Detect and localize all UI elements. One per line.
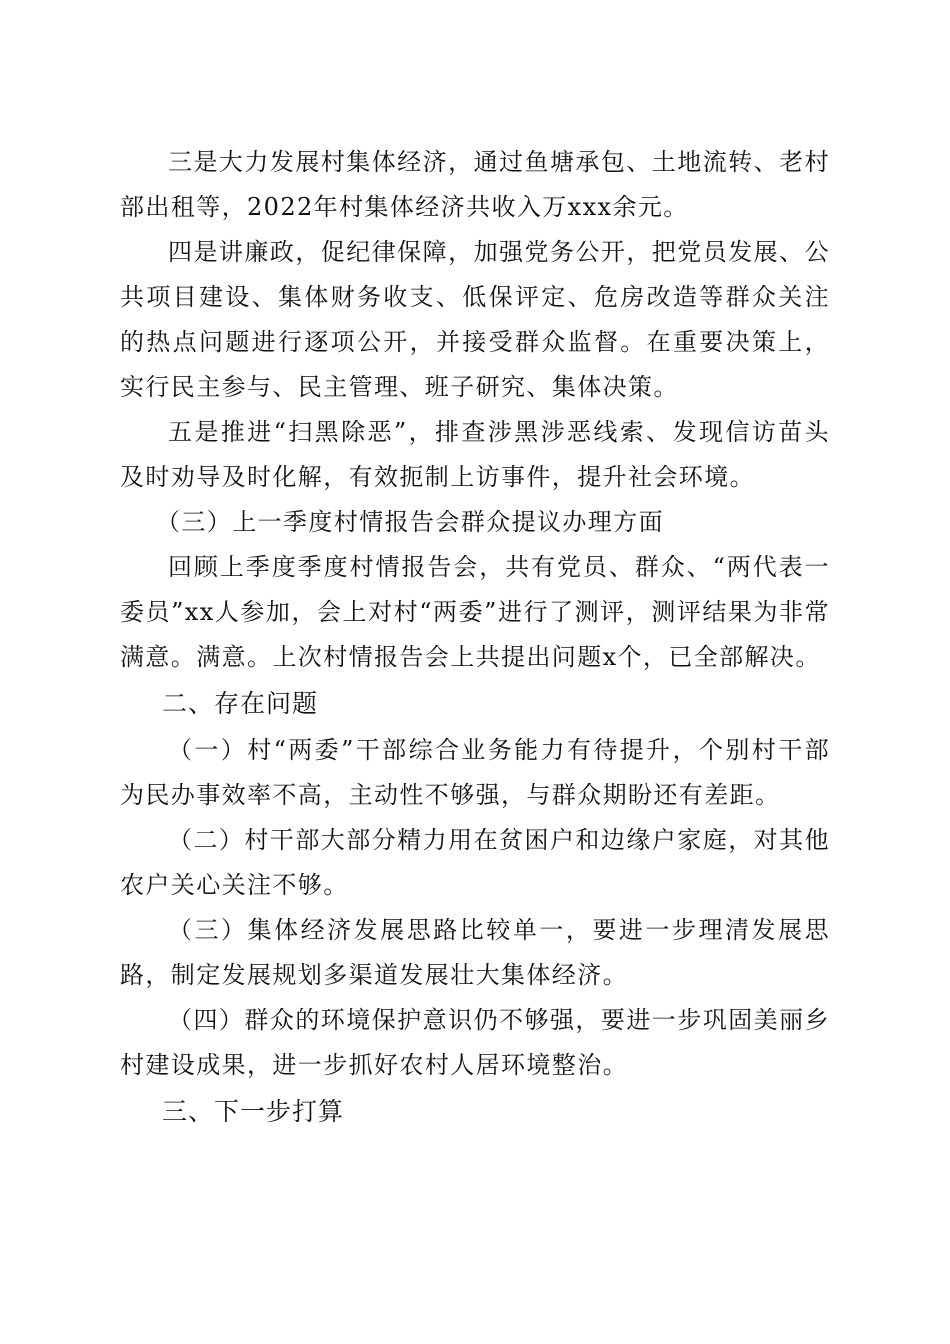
problem-item-2: （二）村干部大部分精力用在贫困户和边缘户家庭，对其他农户关心关注不够。 (120, 826, 830, 899)
paragraph-collective-economy: 三是大力发展村集体经济，通过鱼塘承包、土地流转、老村部出租等，2022年村集体经济共收入万xxx余元。 (120, 148, 830, 221)
problem-item-1: （一）村“两委”干部综合业务能力有待提升，个别村干部为民办事效率不高，主动性不够强，与群众期盼还有差距。 (120, 736, 830, 809)
problem-item-3: （三）集体经济发展思路比较单一，要进一步理清发展思路，制定发展规划多渠道发展壮大集体经济。 (120, 916, 830, 989)
paragraph-anti-crime: 五是推进“扫黑除恶”，排查涉黑涉恶线索、发现信访苗头及时劝导及时化解，有效扼制上访事件，提升社会环境。 (120, 418, 830, 491)
section-title-next-steps: 三、下一步打算 (162, 1097, 345, 1126)
paragraph-report-review: 回顾上季度季度村情报告会，共有党员、群众、“两代表一委员”xx人参加，会上对村“两委”进行了测评，测评结果为非常满意。满意。上次村情报告会上共提出问题x个，已全部解决。 (120, 553, 830, 671)
document-body (120, 140, 830, 1136)
problem-item-4: （四）群众的环境保护意识仍不够强，要进一步巩固美丽乡村建设成果，进一步抓好农村人居环境整治。 (120, 1006, 830, 1079)
paragraph-integrity: 四是讲廉政，促纪律保障，加强党务公开，把党员发展、公共项目建设、集体财务收支、低保评定、危房改造等群众关注的热点问题进行逐项公开，并接受群众监督。在重要决策上，实行民主参与、民主管理、班子研究、集体决策。 (120, 238, 830, 401)
section-title-problems: 二、存在问题 (162, 689, 319, 718)
subheading-village-report: （三）上一季度村情报告会群众提议办理方面 (156, 508, 664, 536)
